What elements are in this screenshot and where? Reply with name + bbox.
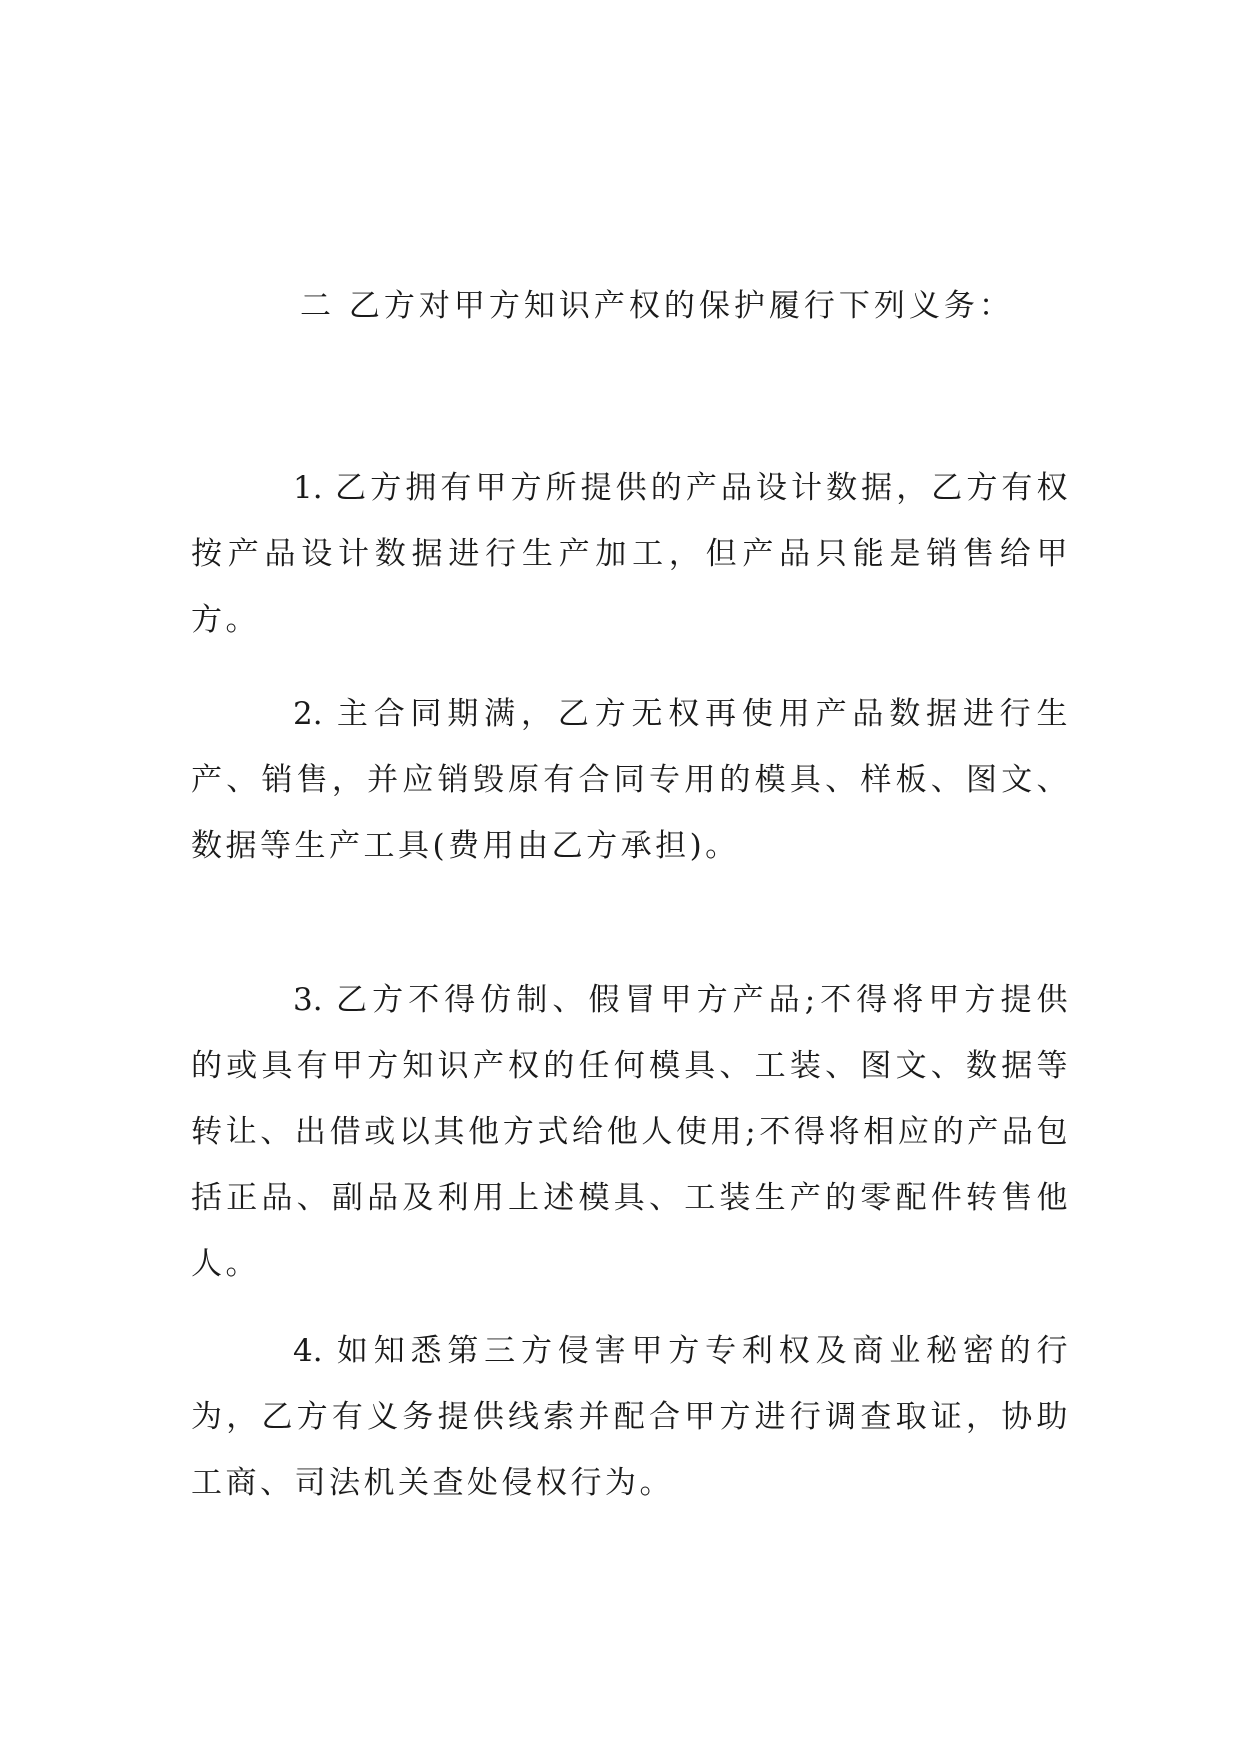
clause-4-text: 如知悉第三方侵害甲方专利权及商业秘密的行为，乙方有义务提供线索并配合甲方进行调查取证，协助工商、司法机关查处侵权行为。 bbox=[191, 1333, 1071, 1501]
clause-2 bbox=[191, 681, 1071, 879]
clause-1-number: 1. bbox=[293, 470, 323, 506]
clause-1 bbox=[191, 455, 1071, 653]
section-heading: 二 乙方对甲方知识产权的保护履行下列义务： bbox=[300, 288, 1014, 324]
clause-4-number: 4. bbox=[293, 1333, 323, 1369]
clause-1-text: 乙方拥有甲方所提供的产品设计数据，乙方有权按产品设计数据进行生产加工，但产品只能是销售给甲方。 bbox=[191, 470, 1071, 638]
clause-3-number: 3. bbox=[293, 982, 323, 1018]
clause-4 bbox=[191, 1318, 1071, 1516]
clause-2-text: 主合同期满，乙方无权再使用产品数据进行生产、销售，并应销毁原有合同专用的模具、样板、图文、数据等生产工具(费用由乙方承担)。 bbox=[191, 696, 1071, 864]
clause-3 bbox=[191, 967, 1071, 1297]
clause-3-text: 乙方不得仿制、假冒甲方产品;不得将甲方提供的或具有甲方知识产权的任何模具、工装、图文、数据等转让、出借或以其他方式给他人使用;不得将相应的产品包括正品、副品及利用上述模具、工装生产的零配件转售他人。 bbox=[191, 982, 1071, 1282]
clause-2-number: 2. bbox=[293, 696, 323, 732]
